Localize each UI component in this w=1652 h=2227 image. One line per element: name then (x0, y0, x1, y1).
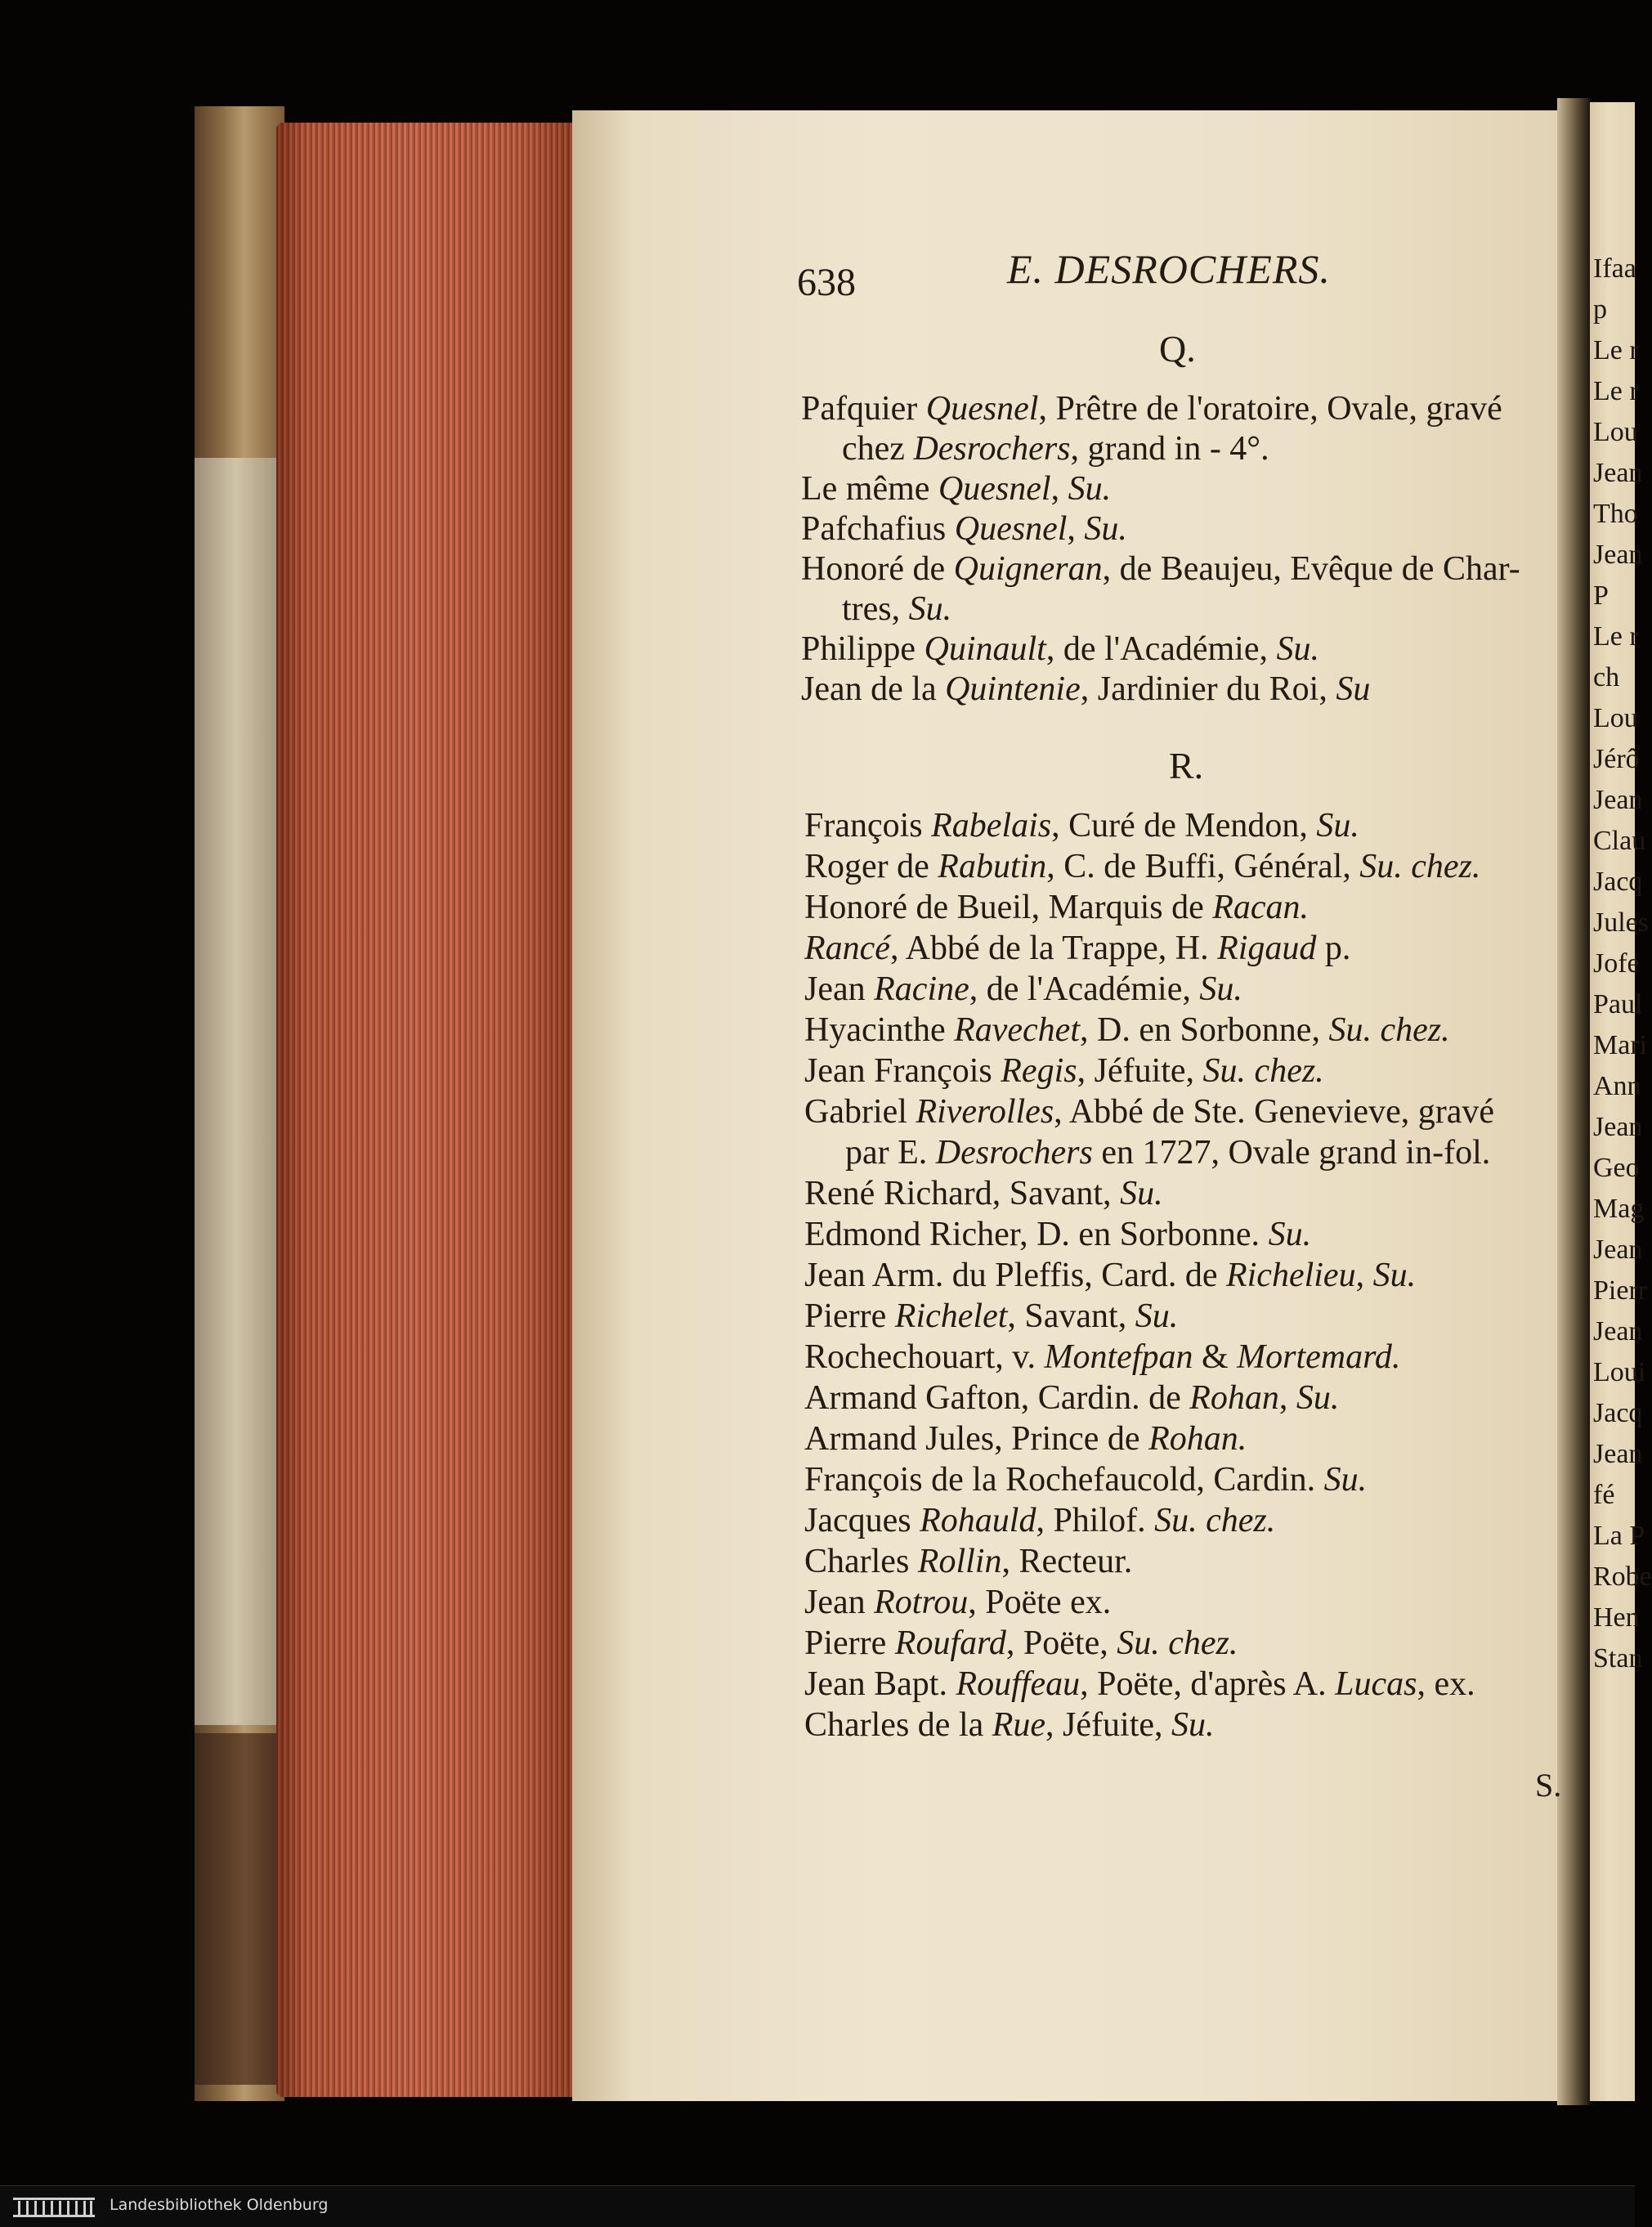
section-letter: Q. (1159, 328, 1196, 370)
italic-segment: Rigaud (1217, 930, 1317, 967)
index-entry (801, 388, 1502, 430)
text-segment: Rochechouart, v. (804, 1338, 1045, 1376)
facing-page-line: Mag (1593, 1194, 1645, 1224)
facing-page-line: Ifaa (1593, 253, 1636, 284)
text-segment: , de Beaujeu, Evêque de Char- (1102, 550, 1520, 588)
italic-segment: Lucas (1335, 1665, 1417, 1703)
italic-segment: Rue (992, 1706, 1046, 1744)
italic-segment: Su. chez. (1117, 1624, 1238, 1662)
text-segment: , Prêtre de l'oratoire, Ovale, gravé (1038, 390, 1502, 428)
italic-segment: Roufard (894, 1624, 1006, 1662)
facing-page-line: fé (1593, 1480, 1615, 1510)
facing-page-line: Pierr (1593, 1275, 1648, 1306)
italic-segment: Su. (1135, 1297, 1179, 1335)
italic-segment: Rohan (1189, 1379, 1279, 1417)
facing-page-line: Le r (1593, 335, 1639, 365)
facing-page-line: Jean (1593, 1316, 1643, 1347)
text-segment: Armand Gafton, Cardin. de (804, 1379, 1190, 1417)
text-segment: , Jéfuite, (1045, 1706, 1171, 1744)
italic-segment: Riverolles (916, 1093, 1054, 1131)
text-segment: , Poëte ex. (968, 1584, 1112, 1621)
text-segment: , Jéfuite, (1077, 1052, 1203, 1090)
text-segment: Jean de la (801, 670, 946, 708)
text-segment: Jean Arm. du Pleffis, Card. de (804, 1257, 1226, 1294)
index-entry (801, 668, 1370, 710)
facing-page-line: Jean (1593, 1112, 1643, 1142)
facing-page-line: Stan (1593, 1643, 1643, 1674)
index-entry (801, 508, 1127, 550)
italic-segment: Rabutin (938, 848, 1047, 885)
book-gutter (1557, 98, 1590, 2105)
facing-page-line: Hen (1593, 1602, 1640, 1633)
italic-segment: Mortemard. (1237, 1338, 1401, 1376)
italic-segment: Su. chez. (1154, 1502, 1276, 1539)
text-segment: Jean Bapt. (804, 1665, 956, 1703)
text-segment: , (1355, 1257, 1373, 1294)
text-segment: Le même (801, 470, 938, 508)
text-segment: , Philof. (1036, 1502, 1155, 1539)
italic-segment: Rotrou (874, 1584, 969, 1621)
text-segment: , de l'Académie, (1045, 630, 1277, 668)
italic-segment: Su. (1276, 630, 1319, 668)
index-entry (842, 428, 1269, 470)
index-entry (804, 1295, 1178, 1338)
facing-page-line: Tho (1593, 499, 1638, 529)
index-entry (804, 1418, 1247, 1460)
text-segment: tres, (842, 590, 909, 628)
text-segment: Pierre (804, 1297, 895, 1335)
text-segment: Jean François (804, 1052, 1001, 1090)
italic-segment: Su. chez. (1202, 1052, 1324, 1090)
facing-page-line: ch (1593, 662, 1620, 692)
italic-segment: Su. (1268, 1216, 1312, 1253)
page-number: 638 (797, 261, 856, 304)
italic-segment: Su. (908, 590, 952, 628)
index-entry (804, 1172, 1163, 1215)
text-segment: Edmond Richer, D. en Sorbonne. (804, 1216, 1269, 1253)
index-entry (804, 1581, 1111, 1624)
index-entry (801, 628, 1319, 670)
text-segment: p. (1316, 930, 1351, 967)
italic-segment: Su. (1068, 470, 1112, 508)
text-segment: Philippe (801, 630, 924, 668)
facing-page-line: Geo (1593, 1153, 1640, 1183)
index-entry (804, 845, 1480, 888)
text-segment: Pierre (804, 1624, 895, 1662)
text-segment: Charles de la (804, 1706, 992, 1744)
facing-page-line: Jules (1593, 907, 1649, 938)
text-segment: , (1050, 470, 1068, 508)
index-entry (804, 927, 1350, 970)
italic-segment: Montefpan (1044, 1338, 1193, 1376)
text-segment: , D. en Sorbonne, (1079, 1011, 1329, 1049)
index-entry (801, 468, 1111, 510)
text-segment: François (804, 807, 932, 845)
italic-segment: Quesnel (954, 510, 1068, 548)
italic-segment: Quesnel (938, 470, 1051, 508)
text-segment: , Poëte, d'après A. (1080, 1665, 1336, 1703)
text-segment: , de l'Académie, (969, 970, 1200, 1008)
italic-segment: Richelet (894, 1297, 1008, 1335)
index-entry (804, 1009, 1450, 1051)
facing-page-line: Loui (1593, 1357, 1646, 1387)
facing-page-line: Jérô (1593, 744, 1640, 774)
index-entry (804, 1091, 1494, 1133)
text-segment: , (1067, 510, 1085, 548)
text-segment: , Savant, (1007, 1297, 1135, 1335)
italic-segment: Racine (874, 970, 969, 1008)
index-entry (804, 886, 1309, 929)
italic-segment: Rabelais (931, 807, 1052, 845)
page-edges (276, 123, 580, 2097)
index-entry (804, 1540, 1132, 1583)
facing-page-fragment (1590, 102, 1652, 2101)
text-segment: Armand Jules, Prince de (804, 1420, 1149, 1458)
index-entry (804, 1622, 1238, 1665)
italic-segment: Desrochers (913, 430, 1071, 468)
italic-segment: Racan. (1212, 889, 1310, 926)
italic-segment: Su (1336, 670, 1371, 708)
facing-page-line: Paul (1593, 989, 1643, 1019)
catchword: S. (1535, 1767, 1562, 1804)
text-segment: Pafchafius (801, 510, 955, 548)
index-entry (801, 548, 1520, 590)
italic-segment: Quesnel (925, 390, 1039, 428)
text-segment: Gabriel (804, 1093, 916, 1131)
facing-page-line: Jean (1593, 540, 1643, 570)
facing-page-line: Le r (1593, 621, 1639, 652)
section-letter: R. (1169, 745, 1204, 786)
facing-page-line: Mari (1593, 1030, 1648, 1060)
index-entry (804, 1213, 1311, 1256)
text-segment: Jean (804, 970, 875, 1008)
facing-page-line: Le r (1593, 376, 1639, 406)
text-segment: , ex. (1417, 1665, 1475, 1703)
italic-segment: Su. chez. (1359, 848, 1481, 885)
index-entry (804, 1499, 1275, 1542)
index-entry (804, 1459, 1367, 1501)
text-segment: , grand in - 4°. (1070, 430, 1269, 468)
facing-page-line: Jean (1593, 785, 1643, 815)
italic-segment: Su. (1084, 510, 1127, 548)
italic-segment: Su. (1372, 1257, 1417, 1294)
italic-segment: Quigneran (953, 550, 1103, 588)
facing-page-line: Jean (1593, 458, 1643, 488)
cover-worn-area (195, 458, 276, 1725)
italic-segment: Su. (1323, 1461, 1368, 1499)
library-name: Landesbibliothek Oldenburg (110, 2196, 329, 2214)
text-segment: Jacques (804, 1502, 920, 1539)
text-segment: , Abbé de Ste. Genevieve, gravé (1054, 1093, 1494, 1131)
text-segment: Honoré de (801, 550, 954, 588)
text-segment: , (1278, 1379, 1296, 1417)
facing-page-line: Lou (1593, 703, 1638, 733)
facing-page-line: Jean (1593, 1234, 1643, 1265)
facing-page-line: Clau (1593, 826, 1646, 856)
text-segment: , Poëte, (1005, 1624, 1117, 1662)
text-segment: René Richard, Savant, (804, 1175, 1121, 1212)
text-segment: en 1727, Ovale grand in-fol. (1092, 1134, 1491, 1172)
text-segment: , Recteur. (1001, 1543, 1133, 1580)
italic-segment: Su. (1316, 807, 1359, 845)
text-segment: , Jardinier du Roi, (1080, 670, 1336, 708)
text-segment: François de la Rochefaucold, Cardin. (804, 1461, 1324, 1499)
text-segment: , Abbé de la Trappe, H. (889, 930, 1218, 967)
facing-page-line: Jean (1593, 1439, 1643, 1469)
text-segment: Honoré de Bueil, Marquis de (804, 889, 1213, 926)
facing-page-line: Robe (1593, 1562, 1652, 1592)
italic-segment: Rohan. (1148, 1420, 1247, 1458)
index-entry (804, 968, 1242, 1010)
italic-segment: Rouffeau (956, 1665, 1081, 1703)
text-segment: Pafquier (801, 390, 926, 428)
index-entry (842, 588, 951, 630)
text-segment: Roger de (804, 848, 938, 885)
italic-segment: Rollin (917, 1543, 1002, 1580)
facing-page-line: P (1593, 580, 1609, 611)
library-footer (0, 2185, 1635, 2227)
index-entry (804, 1704, 1215, 1746)
index-entry (804, 804, 1359, 847)
facing-page-line: Jofe (1593, 948, 1640, 979)
italic-segment: Rohauld (920, 1502, 1036, 1539)
italic-segment: Regis (1001, 1052, 1077, 1090)
index-entry (804, 1336, 1400, 1378)
text-segment: , Curé de Mendon, (1051, 807, 1317, 845)
italic-segment: Su. chez. (1328, 1011, 1450, 1049)
italic-segment: Quintenie (945, 670, 1081, 708)
text-segment: Charles (804, 1543, 918, 1580)
text-segment: par E. (845, 1134, 936, 1172)
index-entry (845, 1131, 1490, 1174)
text-segment: & (1193, 1338, 1238, 1376)
facing-page-line: p (1593, 294, 1607, 325)
text-segment: chez (842, 430, 914, 468)
facing-page-line: La P (1593, 1521, 1645, 1551)
library-building-icon (11, 2194, 96, 2219)
text-segment: Hyacinthe (804, 1011, 955, 1049)
cover-lower-binding (195, 1733, 280, 2085)
italic-segment: Quinault (924, 630, 1046, 668)
facing-page-line: Ann (1593, 1071, 1641, 1101)
facing-page-line: Lou (1593, 417, 1638, 447)
italic-segment: Su. (1120, 1175, 1163, 1212)
index-entry (804, 1050, 1324, 1092)
text-segment: , C. de Buffi, Général, (1046, 848, 1360, 885)
italic-segment: Su. (1199, 970, 1242, 1008)
index-entry (804, 1663, 1475, 1705)
running-head: E. DESROCHERS. (1007, 246, 1331, 292)
index-entry (804, 1254, 1416, 1297)
italic-segment: Su. (1296, 1379, 1340, 1417)
facing-page-line: Jacq (1593, 1398, 1643, 1428)
italic-segment: Desrochers (935, 1134, 1093, 1172)
italic-segment: Ravechet (954, 1011, 1080, 1049)
index-entry (804, 1377, 1339, 1419)
italic-segment: Rancé (804, 930, 890, 967)
italic-segment: Su. (1171, 1706, 1215, 1744)
italic-segment: Richelieu (1225, 1257, 1356, 1294)
text-segment: Jean (804, 1584, 875, 1621)
facing-page-line: Jacq (1593, 867, 1643, 897)
